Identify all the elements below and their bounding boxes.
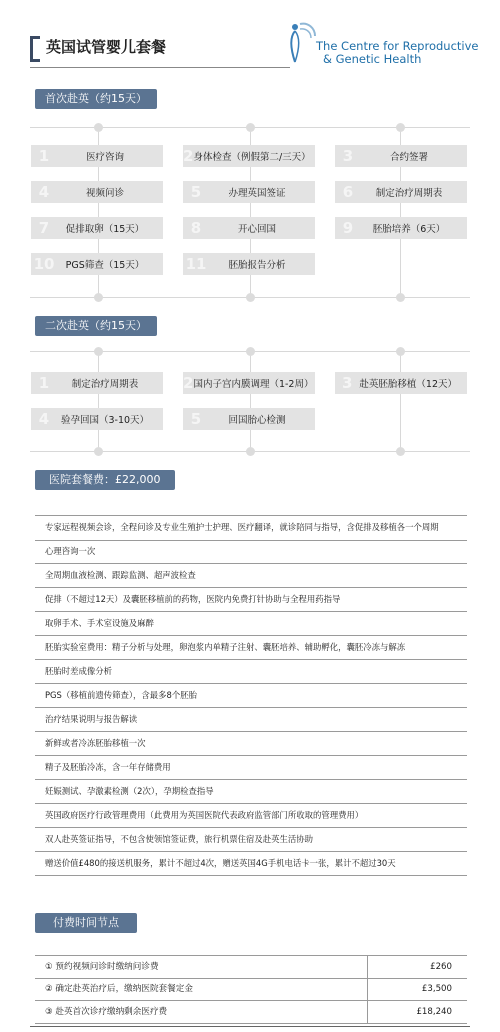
step-number: 2 [183,374,194,392]
grid-dot [94,123,103,132]
grid-line [250,351,251,451]
grid-dot [94,293,103,302]
grid-dot [246,447,255,456]
second-visit-step [335,372,467,394]
bottom-rule [30,1026,470,1027]
step-number: 5 [190,410,202,428]
package-item-text: 治疗结果说明与报告解读 [45,714,138,724]
logo-line2: & Genetic Health [323,52,422,66]
package-item [35,540,467,564]
package-item [35,852,467,876]
logo-line1: The Centre for Reproductive [316,39,479,53]
title-divider [30,67,290,68]
package-item [35,828,467,852]
package-item-text: 精子及胚胎冷冻，含一年存储费用 [45,762,171,772]
package-item-text: 心理咨询一次 [45,546,96,556]
step-number: 7 [38,219,50,237]
payment-row-amount: £18,240 [416,1007,452,1017]
step-label: 制定治疗周期表 [375,188,443,199]
step-label: 开心回国 [237,224,276,235]
grid-dot [246,347,255,356]
package-item [35,684,467,708]
second-visit-step [31,408,163,430]
package-item-text: 双人赴英签证指导，不包含使领馆签证费，旅行机票住宿及赴英生活协助 [45,834,313,844]
step-label: 促排取卵（15天） [65,224,145,235]
grid-dot [396,293,405,302]
package-item [35,612,467,636]
column-divider [367,1001,368,1023]
grid-dot [396,447,405,456]
step-label: 办理英国签证 [228,188,286,199]
payment-row-amount: £260 [430,962,452,972]
package-item-text: 胚胎实验室费用：精子分析与处理，卵泡浆内单精子注射、囊胚培养、辅助孵化，囊胚冷冻与解冻 [45,642,406,652]
step-number: 11 [185,255,207,273]
package-item-text: 促排（不超过12天）及囊胚移植前的药物，医院内免费打针协助与全程用药指导 [45,594,341,604]
grid-dot [396,347,405,356]
package-price-label: 医院套餐费：£22,000 [35,470,175,490]
payment-row [35,955,467,979]
step-label: 验孕回国（3-10天） [60,415,150,426]
step-number: 4 [38,183,50,201]
package-item-text: 取卵手术、手术室设施及麻醉 [45,618,154,628]
package-item [35,660,467,684]
package-item [35,804,467,828]
step-number: 1 [38,374,50,392]
first-visit-step [31,145,163,167]
first-visit-step [183,253,315,275]
step-label: 回国胎心检测 [228,415,286,426]
logo-text [316,40,478,66]
step-label: 合约签署 [389,152,428,163]
step-label: PGS筛查（15天） [65,260,145,271]
first-visit-step [183,145,315,167]
payment-row-amount: £3,500 [421,984,452,994]
step-number: 2 [183,147,194,165]
page-title: 英国试管婴儿套餐 [46,38,167,56]
second-visit-step [183,408,315,430]
first-visit-step [183,181,315,203]
grid-dot [246,293,255,302]
step-label: 视频问诊 [85,188,124,199]
second-visit-label: 二次赴英（约15天） [35,316,157,336]
package-item-text: 专家远程视频会诊，全程问诊及专业生殖护士护理、医疗翻译，就诊陪同与指导，含促排及移植各一个周期 [45,522,439,532]
step-number: 4 [38,410,50,428]
package-item-text: 胚胎时差成像分析 [45,666,112,676]
step-label: 制定治疗周期表 [71,379,139,390]
package-item [35,756,467,780]
grid-dot [94,347,103,356]
grid-dot [246,123,255,132]
step-label: 赴英胚胎移植（12天） [359,379,457,390]
package-item-text: 新鲜或者冷冻胚胎移植一次 [45,738,146,748]
payment-row [35,978,467,1001]
title-bracket [30,36,40,62]
payment-schedule-label: 付费时间节点 [35,913,137,933]
step-number: 6 [342,183,354,201]
payment-row-label: ② 确定赴英治疗后，缴纳医院套餐定金 [45,984,193,994]
package-item-text: PGS（移植前遗传筛查），含最多8个胚胎 [45,690,197,700]
step-number: 3 [341,374,353,392]
package-item [35,780,467,804]
grid-line [98,351,99,451]
package-item [35,732,467,756]
first-visit-step [31,181,163,203]
package-item [35,564,467,588]
payment-row-label: ① 预约视频问诊时缴纳问诊费 [45,962,159,972]
second-visit-step [183,372,315,394]
grid-dot [396,123,405,132]
grid-dot [94,447,103,456]
step-number: 5 [190,183,202,201]
column-divider [367,978,368,1000]
payment-row [35,1001,467,1024]
first-visit-step [183,217,315,239]
first-visit-step [335,181,467,203]
first-visit-step [31,253,163,275]
step-number: 8 [190,219,202,237]
step-number: 9 [342,219,354,237]
package-item [35,636,467,660]
column-divider [367,956,368,978]
step-label: 身体检查（例假第二/三天） [193,152,311,163]
step-label: 国内子宫内膜调理（1-2周） [193,379,314,390]
step-label: 胚胎培养（6天） [372,224,446,235]
package-item-text: 妊娠测试、孕激素检测（2次），孕期检查指导 [45,786,214,796]
crgh-logo-icon [286,20,316,64]
first-visit-step [335,217,467,239]
package-item-text: 英国政府医疗行政管理费用（此费用为英国医院代表政府监管部门所收取的管理费用） [45,810,364,820]
first-visit-label: 首次赴英（约15天） [35,89,157,109]
first-visit-step [335,145,467,167]
step-number: 1 [38,147,50,165]
package-item [35,708,467,732]
step-label: 胚胎报告分析 [228,260,286,271]
package-item-text: 赠送价值£480的接送机服务，累计不超过4次，赠送英国4G手机电话卡一张，累计不超过30天 [45,858,396,868]
step-number: 3 [342,147,354,165]
step-number: 10 [33,255,55,273]
package-item-text: 全周期血液检测、跟踪监测、超声波检查 [45,570,196,580]
package-item [35,588,467,612]
first-visit-step [31,217,163,239]
grid-line [400,351,401,451]
package-item [35,515,467,541]
second-visit-step [31,372,163,394]
step-label: 医疗咨询 [85,152,124,163]
payment-row-label: ③ 赴英首次诊疗缴纳剩余医疗费 [45,1007,168,1017]
